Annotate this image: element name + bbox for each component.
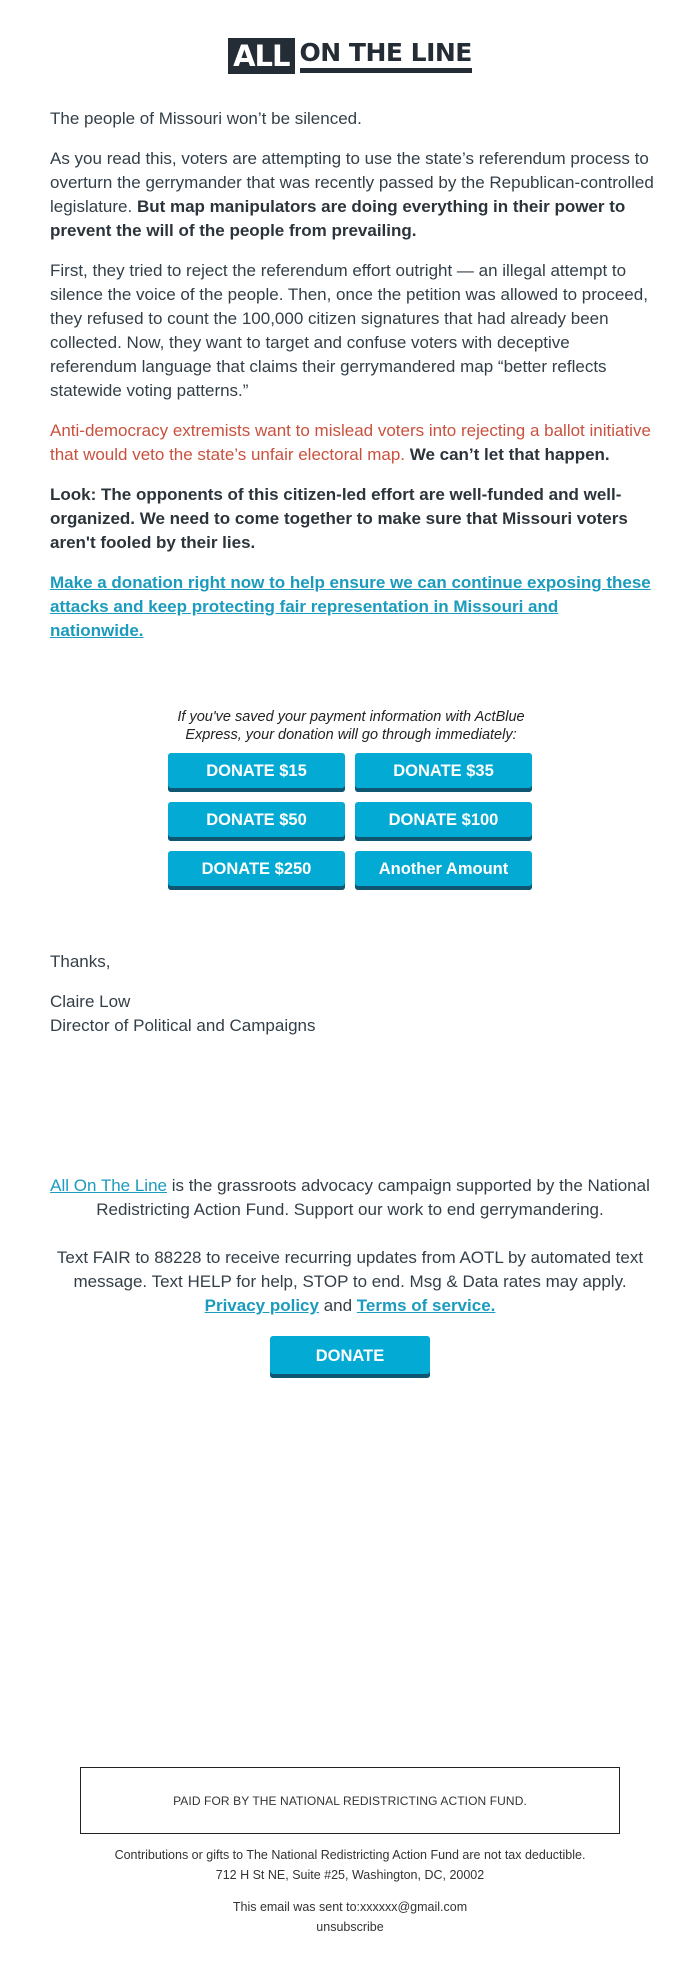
sent-info bbox=[50, 1897, 650, 1937]
footer-donate-button[interactable]: DONATE bbox=[270, 1336, 430, 1378]
sent-to-text: This email was sent to:xxxxxx@gmail.com bbox=[232, 1900, 468, 1914]
logo-text: ON THE LINE bbox=[300, 38, 472, 73]
alert-paragraph bbox=[50, 419, 655, 467]
referendum-bold-text: But map manipulators are doing everything in their power to prevent the will of the people from prevailing. bbox=[50, 197, 626, 240]
and-text: and bbox=[318, 1296, 357, 1315]
referendum-text: As you read this, voters are attempting to use the state’s referendum process to overturn the gerrymander that was recently passed by the Republican-controlled legislature. bbox=[50, 149, 654, 216]
tax-disclaimer: Contributions or gifts to The National Redistricting Action Fund are not tax deductible. bbox=[114, 1848, 586, 1862]
logo[interactable] bbox=[0, 38, 700, 74]
donate-link-paragraph bbox=[50, 571, 655, 643]
org-paragraph bbox=[50, 1174, 650, 1222]
alert-red-text: Anti-democracy extremists want to mislead voters into rejecting a ballot initiative that would veto the state’s unfair electoral map. bbox=[50, 421, 651, 464]
donate-35-button[interactable]: DONATE $35 bbox=[355, 753, 532, 792]
privacy-policy-link[interactable]: Privacy policy bbox=[204, 1296, 319, 1315]
logo-box: ALL bbox=[228, 38, 294, 74]
email-body bbox=[50, 107, 655, 659]
org-text: is the grassroots advocacy campaign supported by the National Redistricting Action Fund. Support our work to end gerrymandering. bbox=[96, 1176, 650, 1219]
paid-for-box bbox=[80, 1767, 620, 1834]
actblue-note: If you've saved your payment information with ActBlue Express, your donation will go through immediately: bbox=[177, 709, 525, 743]
intro-paragraph: The people of Missouri won’t be silenced. bbox=[50, 109, 362, 128]
paid-for-text: PAID FOR BY THE NATIONAL REDISTRICTING ACTION FUND. bbox=[173, 1793, 527, 1808]
history-paragraph: First, they tried to reject the referendum effort outright — an illegal attempt to silence the voice of the people. Then, once the petition was allowed to proceed, they refused to count the 100,000 citizen signatures that had already been collected. Now, they want to target and confuse voters with deceptive referendum language that claims their gerrymandered map “better reflects statewide voting patterns.” bbox=[50, 261, 648, 400]
donation-button-grid bbox=[168, 753, 534, 890]
thanks-text: Thanks, bbox=[50, 952, 111, 971]
signer-title: Director of Political and Campaigns bbox=[50, 1016, 316, 1035]
donate-15-button[interactable]: DONATE $15 bbox=[168, 753, 345, 792]
mailing-address: 712 H St NE, Suite #25, Washington, DC, 20002 bbox=[215, 1868, 485, 1882]
sms-text: Text FAIR to 88228 to receive recurring updates from AOTL by automated text message. Text HELP for help, STOP to end. Msg & Data rates may apply. bbox=[56, 1248, 644, 1291]
donate-now-link[interactable]: Make a donation right now to help ensure we can continue exposing these attacks and keep protecting fair representation in Missouri and nationwide. bbox=[50, 573, 651, 640]
signer-name: Claire Low bbox=[50, 992, 131, 1011]
disclaimer bbox=[50, 1845, 650, 1885]
unsubscribe-link[interactable]: unsubscribe bbox=[316, 1920, 384, 1934]
signoff bbox=[50, 950, 650, 1038]
opponents-paragraph: Look: The opponents of this citizen-led effort are well-funded and well-organized. We need to come together to make sure that Missouri voters aren't fooled by their lies. bbox=[50, 485, 628, 552]
another-amount-button[interactable]: Another Amount bbox=[355, 851, 532, 890]
alert-bold-text: We can’t let that happen. bbox=[405, 445, 610, 464]
sms-paragraph bbox=[50, 1246, 650, 1318]
donation-panel bbox=[168, 708, 534, 890]
donate-50-button[interactable]: DONATE $50 bbox=[168, 802, 345, 841]
org-link[interactable]: All On The Line bbox=[50, 1176, 167, 1195]
donate-100-button[interactable]: DONATE $100 bbox=[355, 802, 532, 841]
donate-250-button[interactable]: DONATE $250 bbox=[168, 851, 345, 890]
referendum-paragraph bbox=[50, 147, 655, 243]
footer bbox=[50, 1174, 650, 1378]
terms-of-service-link[interactable]: Terms of service. bbox=[356, 1296, 496, 1315]
